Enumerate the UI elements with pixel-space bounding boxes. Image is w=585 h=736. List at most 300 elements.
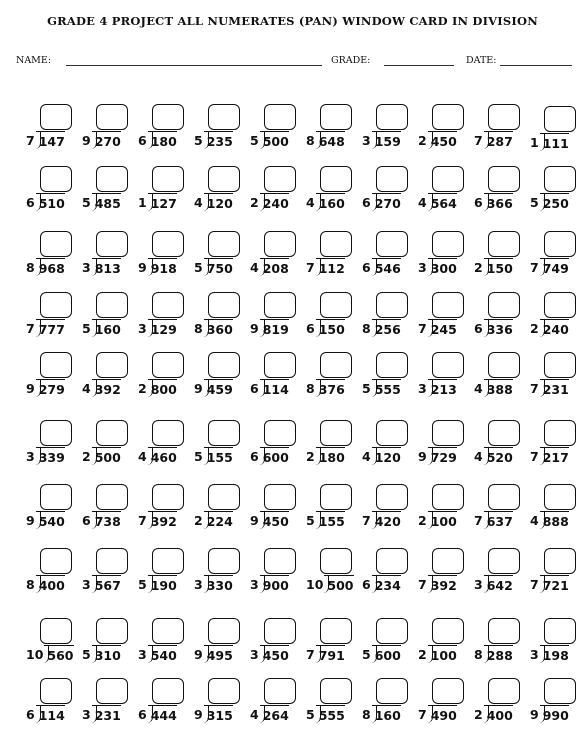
division-expression [138,511,194,531]
answer-window-box[interactable] [488,231,520,257]
divisor: 5 [194,449,203,464]
divisor: 9 [26,381,35,396]
dividend: 198 [542,648,569,663]
division-expression [138,258,194,278]
division-problem [26,618,78,666]
answer-window-box[interactable] [320,618,352,644]
dividend: 564 [430,196,457,211]
answer-window-box[interactable] [488,548,520,574]
division-expression [474,575,530,595]
answer-window-box[interactable] [320,420,352,446]
division-problem [306,484,358,532]
division-expression [250,379,306,399]
answer-window-box[interactable] [208,292,240,318]
division-bracket [540,133,569,154]
answer-window-box[interactable] [152,166,184,192]
answer-window-box[interactable] [96,548,128,574]
dividend: 310 [94,648,121,663]
answer-window-box[interactable] [376,292,408,318]
answer-window-box[interactable] [432,292,464,318]
divisor: 8 [26,260,35,275]
dividend: 500 [327,578,354,593]
answer-window-box[interactable] [208,548,240,574]
division-bracket [92,131,121,152]
answer-window-box[interactable] [40,166,72,192]
answer-window-box[interactable] [488,166,520,192]
division-bracket [316,705,345,726]
answer-window-box[interactable] [488,104,520,130]
division-bracket [148,131,177,152]
division-problem [474,104,526,152]
dividend: 392 [430,578,457,593]
division-bracket [372,705,401,726]
division-expression [362,193,418,213]
answer-window-box[interactable] [432,618,464,644]
dividend: 147 [38,134,65,149]
answer-window-box[interactable] [264,166,296,192]
answer-window-box[interactable] [544,484,576,510]
division-problem [26,104,78,152]
answer-window-box[interactable] [40,420,72,446]
answer-window-box[interactable] [432,231,464,257]
division-problem [250,618,302,666]
divisor: 2 [418,513,427,528]
division-problem [306,352,358,400]
answer-window-box[interactable] [40,292,72,318]
answer-window-box[interactable] [488,678,520,704]
divisor: 3 [82,577,91,592]
division-expression [26,258,82,278]
division-expression [530,645,585,665]
answer-window-box[interactable] [40,352,72,378]
answer-window-box[interactable] [264,678,296,704]
division-problem [194,231,246,279]
division-expression [26,511,82,531]
division-problem [362,166,414,214]
division-bracket [316,511,345,532]
division-expression [474,447,530,467]
division-bracket [428,319,457,340]
division-expression [250,131,306,151]
division-problem [362,420,414,468]
answer-window-box[interactable] [376,104,408,130]
dividend: 490 [430,708,457,723]
answer-window-box[interactable] [96,352,128,378]
division-expression [26,645,82,665]
division-problem [82,420,134,468]
division-bracket [372,447,401,468]
divisor: 10 [306,577,324,592]
answer-window-box[interactable] [40,231,72,257]
answer-window-box[interactable] [264,618,296,644]
division-expression [418,511,474,531]
divisor: 6 [82,513,91,528]
division-bracket [428,131,457,152]
answer-window-box[interactable] [96,678,128,704]
answer-window-box[interactable] [544,352,576,378]
divisor: 7 [306,647,315,662]
answer-window-box[interactable] [96,292,128,318]
answer-window-box[interactable] [432,420,464,446]
division-bracket [148,645,177,666]
dividend: 234 [374,578,401,593]
dividend: 129 [150,322,177,337]
division-expression [418,575,474,595]
division-problem [362,292,414,340]
dividend: 235 [206,134,233,149]
answer-window-box[interactable] [96,618,128,644]
divisor: 2 [250,195,259,210]
division-problem [194,548,246,596]
divisor: 2 [418,133,427,148]
answer-window-box[interactable] [432,166,464,192]
answer-window-box[interactable] [96,231,128,257]
problem-row [18,618,578,676]
answer-window-box[interactable] [152,484,184,510]
answer-window-box[interactable] [376,420,408,446]
division-expression [418,447,474,467]
answer-window-box[interactable] [320,166,352,192]
answer-window-box[interactable] [488,618,520,644]
division-problem [82,104,134,152]
answer-window-box[interactable] [376,484,408,510]
answer-window-box[interactable] [152,420,184,446]
dividend: 287 [486,134,513,149]
division-problem [250,548,302,596]
division-problem [194,420,246,468]
dividend: 250 [542,196,569,211]
division-problem [530,231,582,279]
division-bracket [324,575,353,596]
answer-window-box[interactable] [208,618,240,644]
division-bracket [148,575,177,596]
division-bracket [92,705,121,726]
answer-window-box[interactable] [96,104,128,130]
division-bracket [428,258,457,279]
division-bracket [484,258,513,279]
divisor: 3 [250,577,259,592]
date-field-line[interactable] [500,65,572,66]
division-bracket [428,575,457,596]
division-problem [362,231,414,279]
division-problem [306,548,358,596]
division-bracket [204,447,233,468]
division-problem [530,352,582,400]
division-expression [82,511,138,531]
answer-window-box[interactable] [264,352,296,378]
answer-window-box[interactable] [264,548,296,574]
answer-window-box[interactable] [208,166,240,192]
answer-window-box[interactable] [96,420,128,446]
answer-window-box[interactable] [40,618,72,644]
division-bracket [428,645,457,666]
dividend: 256 [374,322,401,337]
answer-window-box[interactable] [544,678,576,704]
divisor: 9 [194,707,203,722]
divisor: 2 [306,449,315,464]
divisor: 5 [362,647,371,662]
division-expression [418,131,474,151]
division-expression [530,447,585,467]
divisor: 5 [250,133,259,148]
divisor: 6 [138,707,147,722]
answer-window-box[interactable] [376,166,408,192]
division-problem [474,352,526,400]
division-bracket [260,447,289,468]
divisor: 6 [362,195,371,210]
divisor: 5 [82,321,91,336]
division-problem [474,618,526,666]
dividend: 279 [38,382,65,397]
dividend: 900 [262,578,289,593]
divisor: 7 [418,321,427,336]
division-problem [418,618,470,666]
division-problem [250,420,302,468]
answer-window-box[interactable] [544,618,576,644]
dividend: 749 [542,261,569,276]
dividend: 264 [262,708,289,723]
division-problem [306,420,358,468]
division-bracket [36,258,65,279]
dividend: 150 [318,322,345,337]
division-expression [418,379,474,399]
answer-window-box[interactable] [432,484,464,510]
divisor: 6 [362,260,371,275]
divisor: 4 [138,449,147,464]
answer-window-box[interactable] [208,352,240,378]
division-expression [474,258,530,278]
grade-field-line[interactable] [384,65,454,66]
divisor: 3 [26,449,35,464]
division-bracket [484,511,513,532]
answer-window-box[interactable] [544,292,576,318]
answer-window-box[interactable] [208,231,240,257]
answer-window-box[interactable] [544,166,576,192]
answer-window-box[interactable] [488,292,520,318]
answer-window-box[interactable] [152,231,184,257]
division-problem [138,352,190,400]
answer-window-box[interactable] [376,231,408,257]
division-problem [194,484,246,532]
dividend: 546 [374,261,401,276]
answer-window-box[interactable] [544,231,576,257]
answer-window-box[interactable] [40,548,72,574]
answer-window-box[interactable] [152,548,184,574]
answer-window-box[interactable] [488,420,520,446]
divisor: 6 [250,381,259,396]
dividend: 495 [206,648,233,663]
answer-window-box[interactable] [152,618,184,644]
divisor: 5 [194,260,203,275]
divisor: 8 [306,133,315,148]
division-expression [250,193,306,213]
division-bracket [260,645,289,666]
divisor: 1 [530,135,539,150]
division-bracket [540,705,569,726]
divisor: 1 [138,195,147,210]
name-label: NAME: [16,55,52,66]
division-expression [530,705,585,725]
dividend: 315 [206,708,233,723]
name-field-line[interactable] [66,65,322,66]
answer-window-box[interactable] [152,352,184,378]
division-problem [194,104,246,152]
division-bracket [372,193,401,214]
answer-window-box[interactable] [488,352,520,378]
division-expression [194,511,250,531]
divisor: 2 [530,321,539,336]
division-bracket [260,258,289,279]
dividend: 560 [47,648,74,663]
answer-window-box[interactable] [40,678,72,704]
problem-row [18,166,578,224]
divisor: 7 [530,381,539,396]
answer-window-box[interactable] [40,104,72,130]
answer-window-box[interactable] [320,292,352,318]
division-expression [250,447,306,467]
problem-row [18,292,578,350]
divisor: 3 [138,647,147,662]
divisor: 5 [362,381,371,396]
dividend: 968 [38,261,65,276]
division-bracket [260,319,289,340]
division-problem [250,352,302,400]
division-expression [138,131,194,151]
answer-window-box[interactable] [432,352,464,378]
division-expression [362,575,418,595]
dividend: 213 [430,382,457,397]
division-problem [418,678,470,726]
divisor: 6 [26,195,35,210]
divisor: 2 [82,449,91,464]
answer-window-box[interactable] [544,548,576,574]
dividend: 180 [150,134,177,149]
answer-window-box[interactable] [152,678,184,704]
answer-window-box[interactable] [376,548,408,574]
division-bracket [484,379,513,400]
answer-window-box[interactable] [320,678,352,704]
answer-window-box[interactable] [208,104,240,130]
answer-window-box[interactable] [152,292,184,318]
dividend: 245 [430,322,457,337]
division-expression [362,511,418,531]
division-expression [82,193,138,213]
answer-window-box[interactable] [544,106,576,132]
division-expression [138,447,194,467]
answer-window-box[interactable] [376,618,408,644]
division-problem [82,166,134,214]
divisor: 5 [306,513,315,528]
division-bracket [372,379,401,400]
dividend: 366 [486,196,513,211]
division-expression [474,511,530,531]
answer-window-box[interactable] [40,484,72,510]
division-bracket [484,645,513,666]
answer-window-box[interactable] [376,352,408,378]
answer-window-box[interactable] [264,104,296,130]
answer-window-box[interactable] [320,548,352,574]
division-bracket [260,705,289,726]
divisor: 7 [474,133,483,148]
division-bracket [204,705,233,726]
division-bracket [372,575,401,596]
answer-window-box[interactable] [432,548,464,574]
division-expression [362,705,418,725]
answer-window-box[interactable] [208,484,240,510]
dividend: 114 [38,708,65,723]
dividend: 155 [206,450,233,465]
divisor: 7 [138,513,147,528]
answer-window-box[interactable] [208,678,240,704]
answer-window-box[interactable] [320,231,352,257]
division-expression [306,131,362,151]
division-problem [418,548,470,596]
answer-window-box[interactable] [488,484,520,510]
answer-window-box[interactable] [208,420,240,446]
divisor: 2 [194,513,203,528]
divisor: 4 [474,381,483,396]
answer-window-box[interactable] [432,104,464,130]
divisor: 7 [26,321,35,336]
division-problem [26,548,78,596]
divisor: 4 [474,449,483,464]
answer-window-box[interactable] [376,678,408,704]
division-bracket [92,258,121,279]
answer-window-box[interactable] [544,420,576,446]
answer-window-box[interactable] [264,420,296,446]
division-problem [530,484,582,532]
dividend: 420 [374,514,401,529]
divisor: 5 [138,577,147,592]
division-bracket [36,193,65,214]
answer-window-box[interactable] [96,484,128,510]
answer-window-box[interactable] [152,104,184,130]
division-problem [194,618,246,666]
division-problem [530,292,582,340]
dividend: 540 [150,648,177,663]
division-bracket [484,193,513,214]
answer-window-box[interactable] [432,678,464,704]
division-problem [474,292,526,340]
divisor: 7 [530,577,539,592]
division-bracket [36,447,65,468]
division-problem [530,420,582,468]
division-problem [474,166,526,214]
division-expression [474,645,530,665]
answer-window-box[interactable] [320,484,352,510]
division-expression [26,379,82,399]
division-expression [250,258,306,278]
divisor: 5 [82,647,91,662]
answer-window-box[interactable] [96,166,128,192]
answer-window-box[interactable] [320,352,352,378]
dividend: 750 [206,261,233,276]
division-expression [194,193,250,213]
answer-window-box[interactable] [264,484,296,510]
answer-window-box[interactable] [264,292,296,318]
divisor: 5 [306,707,315,722]
division-problem [194,678,246,726]
answer-window-box[interactable] [264,231,296,257]
divisor: 6 [474,321,483,336]
division-problem [82,618,134,666]
division-bracket [204,511,233,532]
division-bracket [428,379,457,400]
division-expression [194,645,250,665]
answer-window-box[interactable] [320,104,352,130]
division-problem [306,618,358,666]
division-expression [82,258,138,278]
